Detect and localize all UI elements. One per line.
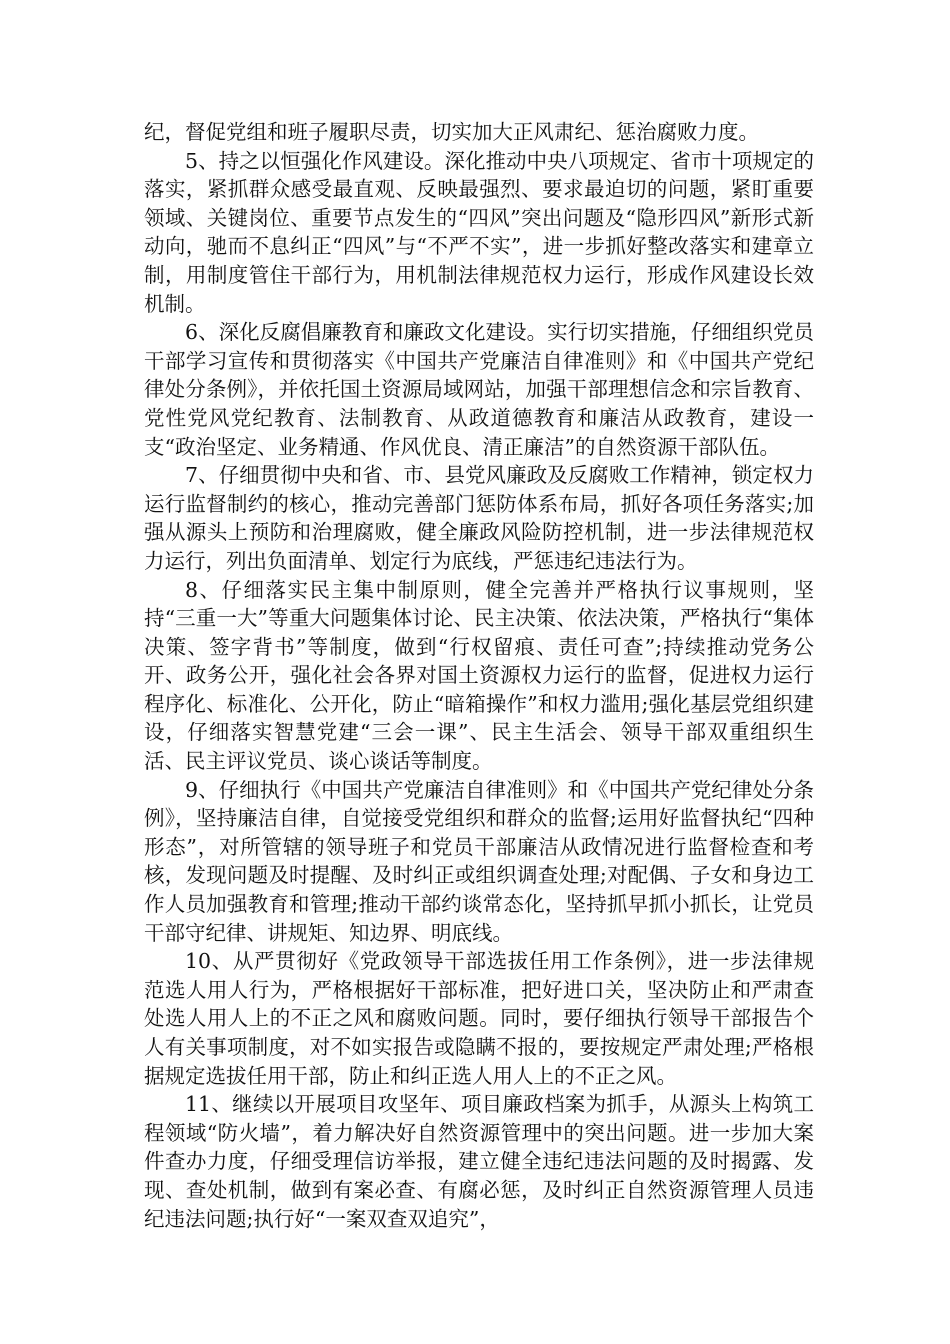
paragraph-item-6: 6、深化反腐倡廉教育和廉政文化建设。实行切实措施，仔细组织党员干部学习宣传和贯彻落实《中国共产党廉洁自律准则》和《中国共产党纪律处分条例》，并依托国土资源局域网站，加强干部理想信念和宗旨教育、党性党风党纪教育、法制教育、从政道德教育和廉洁从政教育，建设一支“政治坚定、业务精通、作风优良、清正廉洁”的自然资源干部队伍。 bbox=[144, 320, 814, 459]
paragraph-item-11: 11、继续以开展项目攻坚年、项目廉政档案为抓手，从源头上构筑工程领域“防火墙”，着力解决好自然资源管理中的突出问题。进一步加大案件查办力度，仔细受理信访举报，建立健全违纪违法问题的及时揭露、发现、查处机制，做到有案必查、有腐必惩，及时纠正自然资源管理人员违纪违法问题;执行好“一案双查双追究”， bbox=[144, 1092, 814, 1231]
paragraph-item-7: 7、仔细贯彻中央和省、市、县党风廉政及反腐败工作精神，锁定权力运行监督制约的核心，推动完善部门惩防体系布局，抓好各项任务落实;加强从源头上预防和治理腐败，健全廉政风险防控机制，进一步法律规范权力运行，列出负面清单、划定行为底线，严惩违纪违法行为。 bbox=[144, 463, 814, 573]
paragraph-item-10: 10、从严贯彻好《党政领导干部选拔任用工作条例》，进一步法律规范选人用人行为，严格根据好干部标准，把好进口关，坚决防止和严肃查处选人用人上的不正之风和腐败问题。同时，要仔细执行领导干部报告个人有关事项制度，对不如实报告或隐瞒不报的，要按规定严肃处理;严格根据规定选拔任用干部，防止和纠正选人用人上的不正之风。 bbox=[144, 949, 814, 1088]
paragraph-item-5: 5、持之以恒强化作风建设。深化推动中央八项规定、省市十项规定的落实，紧抓群众感受最直观、反映最强烈、要求最迫切的问题，紧盯重要领域、关键岗位、重要节点发生的“四风”突出问题及“隐形四风”新形式新动向，驰而不息纠正“四风”与“不严不实”，进一步抓好整改落实和建章立制，用制度管住干部行为，用机制法律规范权力运行，形成作风建设长效机制。 bbox=[144, 148, 814, 316]
paragraph-continuation: 纪，督促党组和班子履职尽责，切实加大正风肃纪、惩治腐败力度。 bbox=[144, 120, 759, 144]
paragraph-item-8: 8、仔细落实民主集中制原则，健全完善并严格执行议事规则，坚持“三重一大”等重大问题集体讨论、民主决策、依法决策，严格执行“集体决策、签字背书”等制度，做到“行权留痕、责任可查”;持续推动党务公开、政务公开，强化社会各界对国土资源权力运行的监督，促进权力运行程序化、标准化、公开化，防止“暗箱操作”和权力滥用;强化基层党组织建设，仔细落实智慧党建“三会一课”、民主生活会、领导干部双重组织生活、民主评议党员、谈心谈话等制度。 bbox=[144, 577, 814, 774]
document-page bbox=[144, 118, 814, 1233]
paragraph-item-9: 9、仔细执行《中国共产党廉洁自律准则》和《中国共产党纪律处分条例》，坚持廉洁自律，自觉接受党组织和群众的监督;运用好监督执纪“四种形态”，对所管辖的领导班子和党员干部廉洁从政情况进行监督检查和考核，发现问题及时提醒、及时纠正或组织调查处理;对配偶、子女和身边工作人员加强教育和管理;推动干部约谈常态化，坚持抓早抓小抓长，让党员干部守纪律、讲规矩、知边界、明底线。 bbox=[144, 777, 814, 945]
